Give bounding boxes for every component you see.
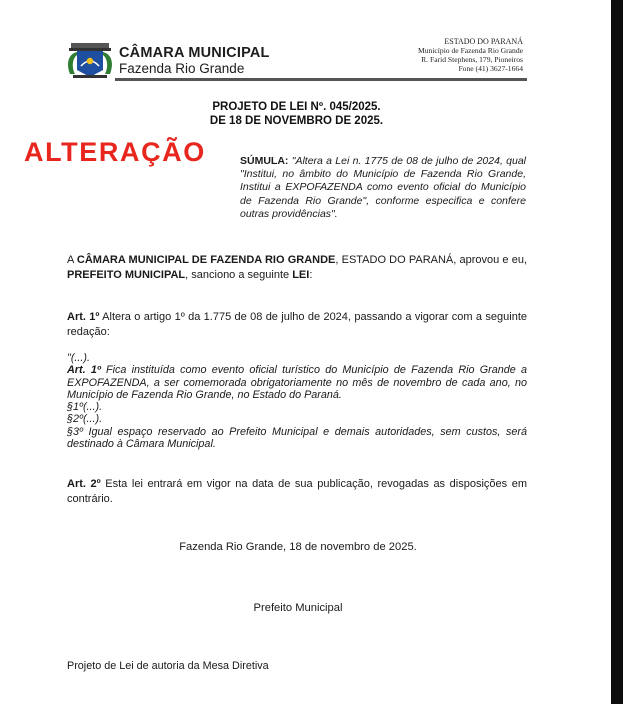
article-2-text: Esta lei entrará em vigor na data de sua publicação, revogadas as disposições em contrário. (67, 478, 527, 505)
article-1-label: Art. 1º (67, 311, 100, 323)
contact-block (418, 37, 523, 73)
signature-line: Prefeito Municipal (253, 602, 343, 614)
place-and-date: Fazenda Rio Grande, 18 de novembro de 2025. (179, 541, 417, 553)
chamber-name: CÂMARA MUNICIPAL DE FAZENDA RIO GRANDE (76, 254, 336, 266)
mayor-title: PREFEITO MUNICIPAL (67, 269, 186, 281)
scan-edge (611, 0, 623, 704)
alteration-stamp: ALTERAÇÃO (24, 137, 206, 167)
contact-state: ESTADO DO PARANÁ (444, 37, 523, 46)
paragraph-1: §1º(...). (67, 401, 103, 414)
paragraph-2: §2º(...). (67, 413, 103, 426)
summary-label: SÚMULA: (240, 155, 289, 167)
municipal-crest-logo (64, 40, 116, 80)
quote-open: "(...). (67, 352, 91, 364)
article-2-label: Art. 2º (67, 478, 101, 490)
article-1 (67, 310, 527, 340)
paragraph-3: §3º Igual espaço reservado ao Prefeito Municipal e demais autoridades, sem custos, será destinado à Câmara Municipal. (67, 425, 527, 451)
quoted-article-1: Art. 1º Fica instituída como evento oficial turístico do Município de Fazenda Rio Grande a EXPOFAZENDA, a ser comemorada obrigatoriamente no mês de novembro de cada ano, no Município de Fazenda Rio Grande, no Estado do Paraná. (67, 364, 528, 401)
chamber-subtitle: Fazenda Rio Grande (119, 61, 245, 76)
article-1-text: Altera o artigo 1º da 1.775 de 08 de julho de 2024, passando a vigorar com a seguinte redação: (67, 311, 527, 338)
bill-date: DE 18 DE NOVEMBRO DE 2025. (209, 115, 384, 127)
contact-phone: Fone (41) 3627-1664 (458, 64, 523, 73)
chamber-title: CÂMARA MUNICIPAL (119, 45, 270, 61)
summary-block (240, 155, 526, 221)
bill-number: PROJETO DE LEI Nº. 045/2025. (212, 101, 381, 113)
contact-municipality: Município de Fazenda Rio Grande (417, 46, 523, 55)
summary-text: "Altera a Lei n. 1775 de 08 de julho de 2024, qual "Institui, no âmbito do Município de Fazenda Rio Grande, Institui a EXPOFAZENDA como evento oficial do Município de Fazenda Rio Grande", conforme especifica e confere outras providências". (240, 155, 526, 220)
header-rule (115, 78, 527, 81)
law-word: LEI (292, 269, 310, 281)
quoted-amendment (67, 352, 527, 450)
article-2 (67, 477, 527, 507)
enactment-paragraph: A CÂMARA MUNICIPAL DE FAZENDA RIO GRANDE, ESTADO DO PARANÁ, aprovou e eu, PREFEITO MUNICIPAL, sanciono a seguinte LEI: (67, 254, 527, 281)
authorship-note: Projeto de Lei de autoria da Mesa Diretiva (67, 660, 269, 672)
contact-address: R. Farid Stephens, 179, Pioneiros (421, 55, 523, 64)
